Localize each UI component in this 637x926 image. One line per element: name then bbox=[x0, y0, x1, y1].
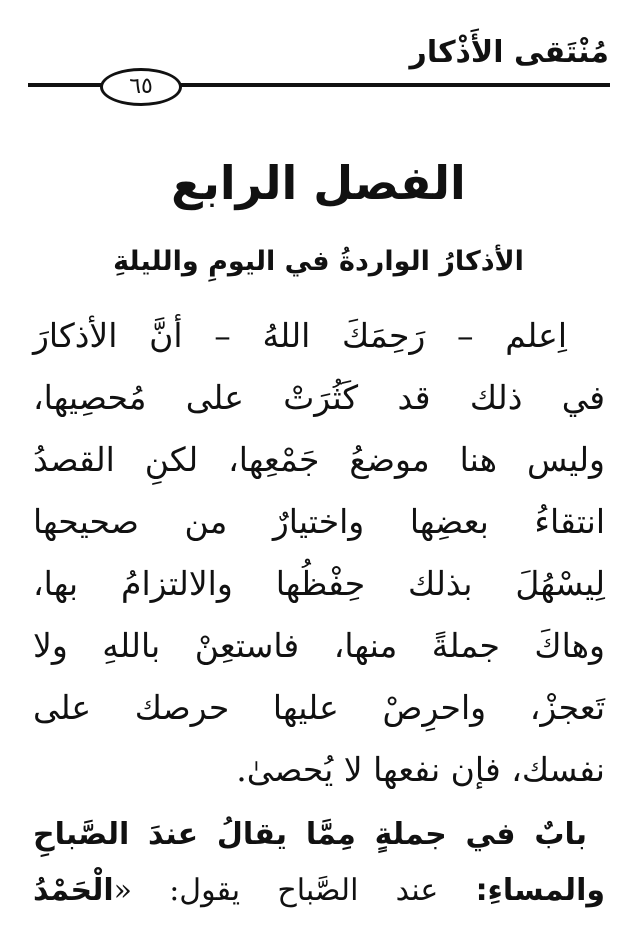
body-line: نفسك، فإن نفعها لا يُحصىٰ. bbox=[236, 750, 605, 789]
running-title: مُنْتَقى الأَذْكار bbox=[409, 35, 609, 70]
chapter-title: الفصل الرابع bbox=[171, 156, 466, 210]
body-paragraph bbox=[33, 305, 605, 801]
section-heading-end: والمساءِ: bbox=[475, 873, 605, 908]
quote-start: الْحَمْدُ bbox=[33, 873, 114, 908]
body-line: انتقاءُ بعضِها واختيارٌ من صحيحها bbox=[33, 502, 605, 541]
body-line: اِعلم – رَحِمَكَ اللهُ – أنَّ الأذكارَ bbox=[33, 316, 567, 355]
body-line: في ذلك قد كَثُرَتْ على مُحصِيها، bbox=[33, 378, 605, 417]
chapter-subtitle: الأذكارُ الواردةُ في اليومِ والليلةِ bbox=[113, 246, 524, 277]
section-block bbox=[33, 807, 605, 919]
body-line: لِيسْهُلَ بذلك حِفْظُها والالتزامُ بها، bbox=[33, 564, 605, 603]
section-line bbox=[33, 863, 605, 919]
section-heading: بابٌ في جملةٍ مِمَّا يقالُ عندَ الصَّباحِ bbox=[33, 817, 587, 852]
body-line: تَعجزْ، واحرِصْ عليها حرصك على bbox=[33, 688, 605, 727]
page-number: ٦٥ bbox=[129, 74, 153, 99]
body-line: وليس هنا موضعُ جَمْعِها، لكنِ القصدُ bbox=[33, 440, 605, 479]
page-number-oval bbox=[100, 68, 182, 106]
section-text: عند الصَّباح يقول: « bbox=[113, 873, 476, 908]
body-line: وهاكَ جملةً منها، فاستعِنْ باللهِ ولا bbox=[33, 626, 605, 665]
